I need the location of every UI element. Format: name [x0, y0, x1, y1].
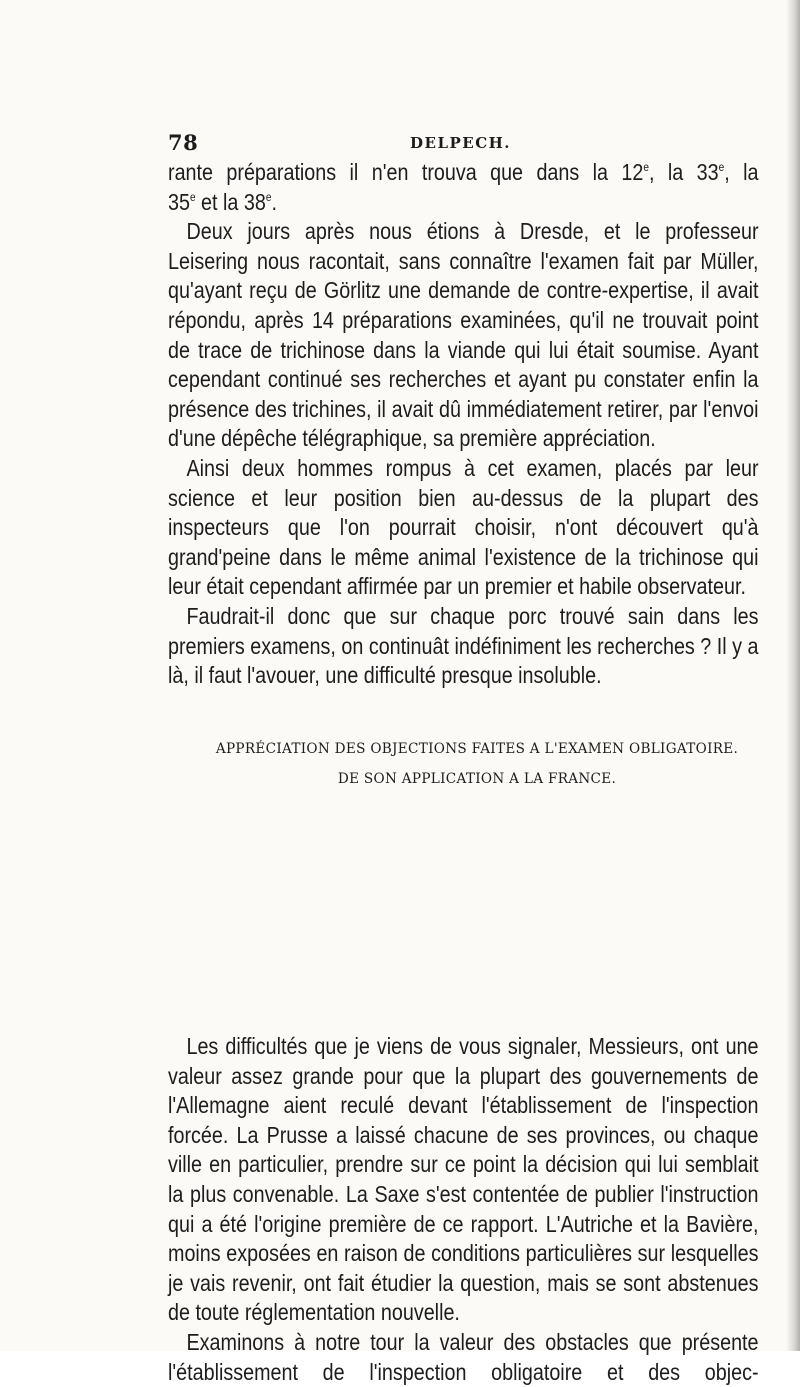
text-block-upper	[168, 158, 759, 691]
page-edge-shadow	[786, 0, 800, 1351]
paragraph-question: Faudrait-il donc que sur chaque porc trouvé sain dans les premiers examens, on continuât indéfiniment les recherches ? Il y a là, il faut l'avouer, une difficulté presque insoluble.	[168, 602, 759, 689]
running-head: DELPECH.	[410, 134, 512, 152]
section-heading	[174, 734, 780, 794]
paragraph-examine-obstacles: Examinons à notre tour la valeur des obstacles que présente l'établissement de l'inspection obligatoire et des objec-	[168, 1328, 759, 1385]
paragraph-dresden: Deux jours après nous étions à Dresde, et le professeur Leisering nous racontait, sans connaître l'examen fait par Müller, qu'ayant reçu de Görlitz une demande de contre-expertise, il avait répondu, après 14 préparations examinées, qu'il ne trouvait point de trace de trichinose dans la viande qui lui était soumise. Ayant cependant continué ses recherches et ayant pu constater enfin la présence des trichines, il avait dû immédiatement retirer, par l'envoi d'une dépêche télégraphique, sa première appréciation.	[168, 218, 759, 452]
paragraph-governments: Les difficultés que je viens de vous signaler, Messieurs, ont une valeur assez grande pour que la plupart des gouvernements de l'Allemagne aient reculé devant l'établissement de l'inspection forcée. La Prusse a laissé chacune de ses provinces, ou chaque ville en particulier, prendre sur ce point la décision qui lui semblait la plus convenable. La Saxe s'est contentée de publier l'instruction qui a été l'origine première de ce rapport. L'Autriche et la Bavière, moins exposées en raison de conditions particulières sur lesquelles je vais revenir, ont fait étudier la question, mais se sont abstenues de toute réglementation nouvelle.	[168, 1033, 759, 1326]
section-heading-line-1: APPRÉCIATION DES OBJECTIONS FAITES A L'EXAMEN OBLIGATOIRE.	[215, 741, 739, 757]
continuation-line-2: 35e et la 38e.	[168, 188, 277, 215]
section-heading-line-2: DE SON APPLICATION A LA FRANCE.	[337, 771, 617, 787]
continuation-line-1: rante préparations il n'en trouva que dans la 12e, la 33e, la	[168, 159, 759, 185]
page-header	[168, 130, 708, 160]
text-block-lower	[168, 1032, 759, 1387]
page-number: 78	[168, 130, 199, 155]
paragraph-two-examiners: Ainsi deux hommes rompus à cet examen, placés par leur science et leur position bien au-dessus de la plupart des inspecteurs que l'on pourrait choisir, n'ont découvert qu'à grand'peine dans le même animal l'existence de la trichinose qui leur était cependant affirmée par un premier et habile observateur.	[168, 454, 759, 600]
